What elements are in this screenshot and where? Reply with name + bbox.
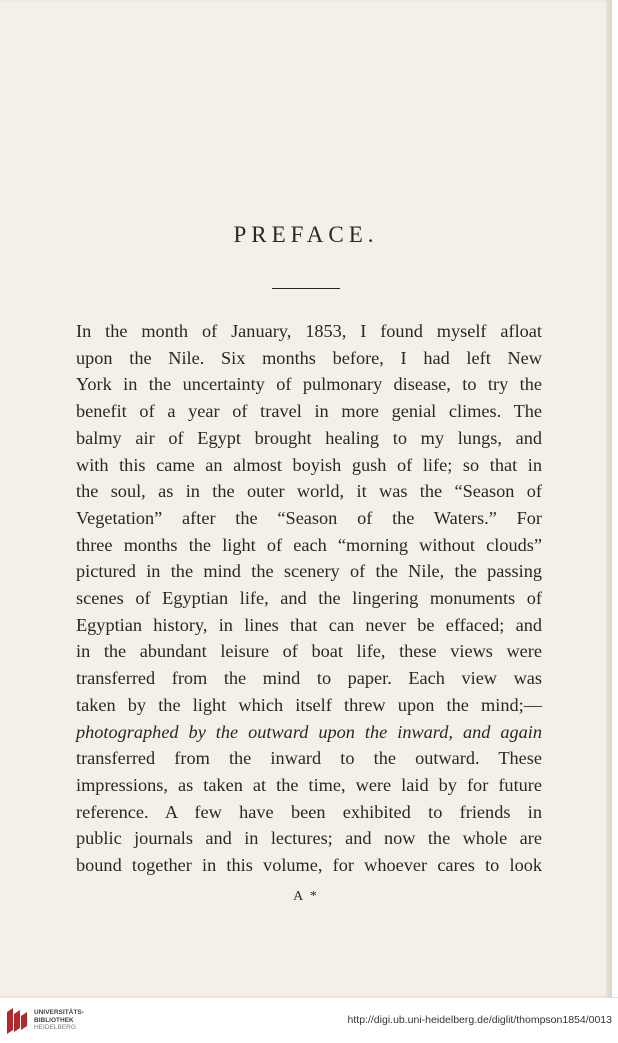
viewer-footer [0,997,618,1043]
text-line: in the abundant leisure of boat life, these views were [76,641,542,662]
text-line: taken by the light which itself threw upon the mind;— [76,694,542,715]
signature-mark: A * [293,889,319,904]
text-line: benefit of a year of travel in more genial climes. The [76,401,542,422]
text-line: public journals and in lectures; and now the whole are [76,828,542,849]
library-name-line-2: BIBLIOTHEK [34,1016,74,1024]
text-line: transferred from the inward to the outward. These [76,748,542,769]
text-line: York in the uncertainty of pulmonary disease, to try the [76,374,542,395]
library-name [34,1009,84,1032]
text-line: pictured in the mind the scenery of the Nile, the passing [76,561,542,582]
text-line: transferred from the mind to paper. Each view was [76,668,542,689]
text-line: with this came an almost boyish gush of life; so that in [76,454,542,475]
library-city: HEIDELBERG [34,1024,76,1031]
text-line: photographed by the outward upon the inward, and again [76,721,542,742]
text-line: balmy air of Egypt brought healing to my lungs, and [76,427,542,448]
page-edge [606,0,612,997]
text-line: the soul, as in the outer world, it was the “Season of [76,481,542,502]
text-line: bound together in this volume, for whoever cares to look [76,855,542,876]
text-line: reference. A few have been exhibited to friends in [76,801,542,822]
university-logo-icon[interactable] [4,1006,30,1036]
heading-rule [272,288,340,289]
text-line: scenes of Egyptian life, and the lingering monuments of [76,588,542,609]
text-line: three months the light of each “morning without clouds” [76,534,542,555]
page-heading: PREFACE. [233,222,379,247]
text-line: In the month of January, 1853, I found myself afloat [76,321,542,341]
text-line: upon the Nile. Six months before, I had left New [76,347,542,368]
library-name-line-1: UNIVERSITÄTS- [34,1009,84,1016]
preface-paragraph [76,318,542,879]
text-line: Vegetation” after the “Season of the Waters.” For [76,507,542,528]
text-line: Egyptian history, in lines that can never be effaced; and [76,614,542,635]
permalink-url[interactable]: http://digi.ub.uni-heidelberg.de/diglit/thompson1854/0013 [347,1014,612,1026]
text-line: impressions, as taken at the time, were laid by for future [76,774,542,795]
